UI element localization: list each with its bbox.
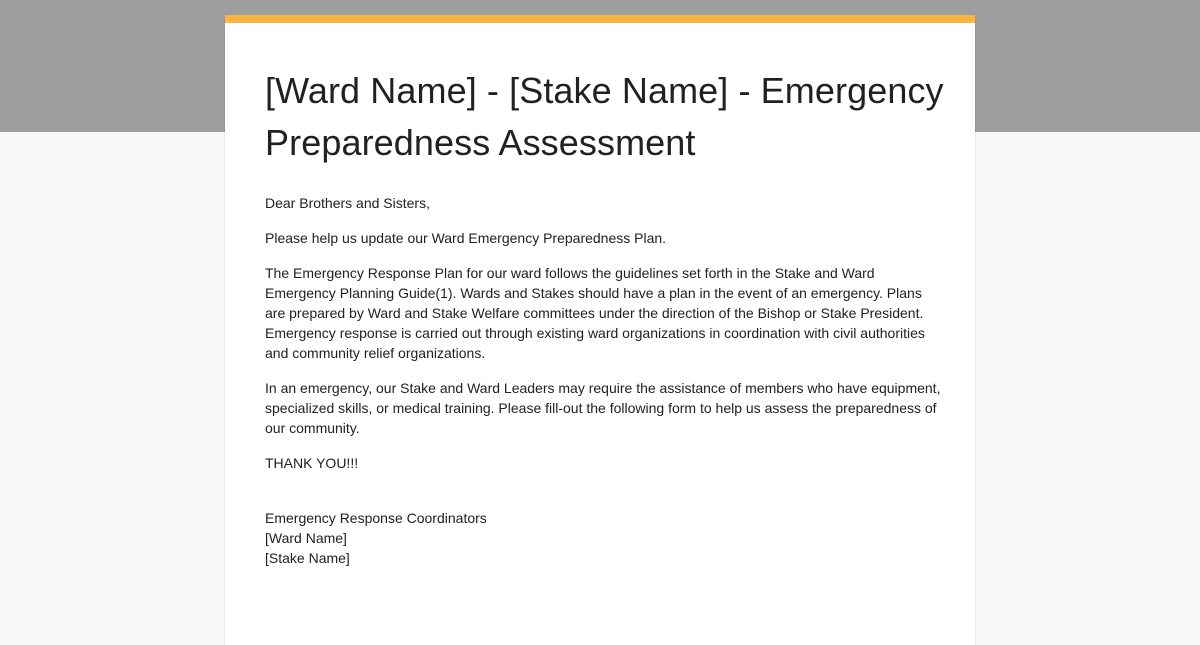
form-header — [265, 65, 945, 568]
description-paragraph-1: Please help us update our Ward Emergency Preparedness Plan. — [265, 230, 667, 246]
signature-block — [265, 508, 945, 568]
signature-line-1: Emergency Response Coordinators — [265, 510, 487, 526]
description-greeting: Dear Brothers and Sisters, — [265, 195, 430, 211]
form-card — [225, 15, 975, 645]
form-description — [265, 193, 945, 568]
accent-bar — [225, 15, 975, 23]
signature-line-3: [Stake Name] — [265, 550, 350, 566]
spacer — [265, 488, 945, 508]
signature-line-2: [Ward Name] — [265, 530, 347, 546]
form-title: [Ward Name] - [Stake Name] - Emergency Preparedness Assessment — [265, 70, 944, 163]
description-thanks: THANK YOU!!! — [265, 455, 359, 471]
description-paragraph-3: In an emergency, our Stake and Ward Leaders may require the assistance of members who have equipment, specialized skills, or medical training. Please fill-out the following form to help us assess the preparedness of our community. — [265, 380, 941, 436]
description-paragraph-2: The Emergency Response Plan for our ward follows the guidelines set forth in the Stake and Ward Emergency Planning Guide(1). Wards and Stakes should have a plan in the event of an emergency. Plans are prepared by Ward and Stake Welfare committees under the direction of the Bishop or Stake President. Emergency response is carried out through existing ward organizations in coordination with civil authorities and community relief organizations. — [265, 265, 925, 361]
